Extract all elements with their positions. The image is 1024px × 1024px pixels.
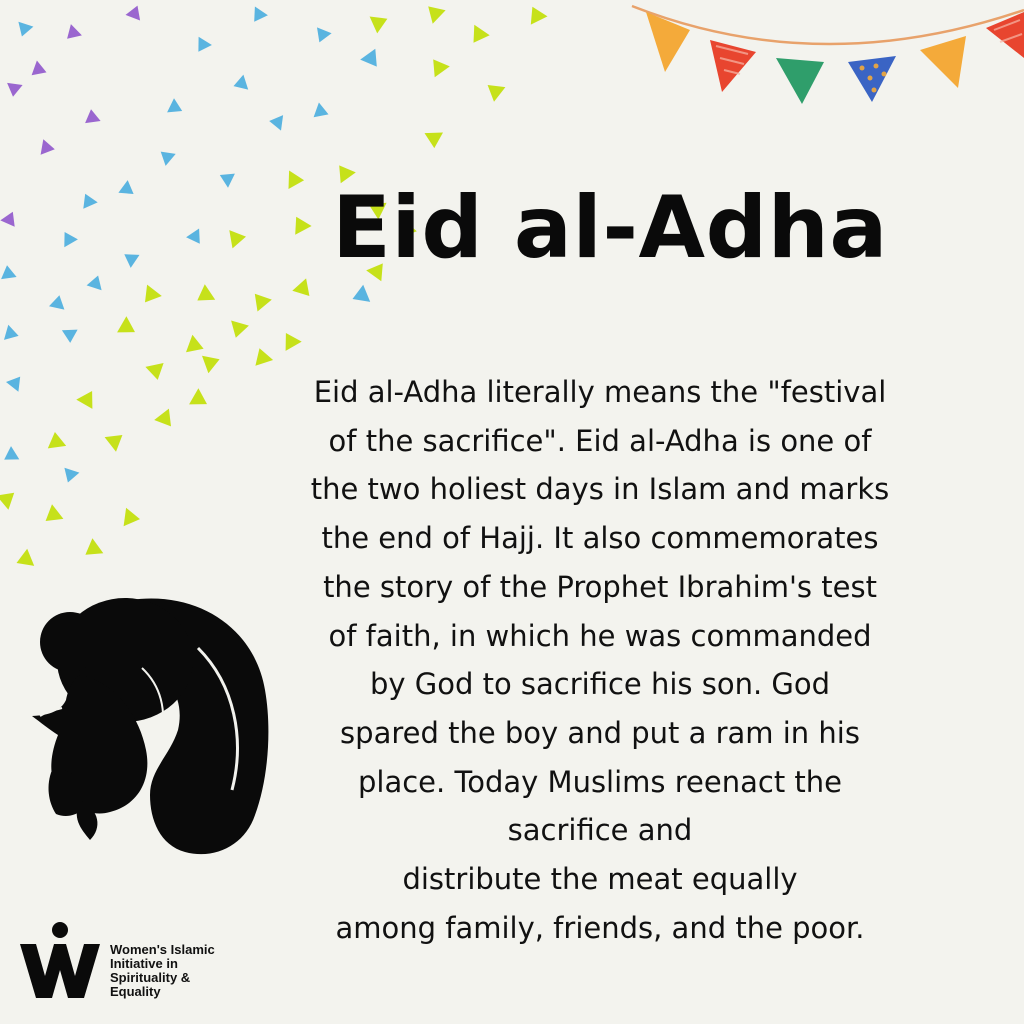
confetti-piece: [189, 388, 207, 404]
confetti-piece: [286, 333, 302, 351]
description-text: [262, 368, 938, 952]
confetti-piece: [64, 232, 78, 247]
confetti-piece: [425, 133, 444, 149]
confetti-piece: [62, 330, 78, 343]
confetti-piece: [124, 508, 140, 526]
wise-logo-icon: [18, 918, 102, 1002]
confetti-piece: [255, 294, 272, 312]
description-line: Eid al-Adha literally means the "festival: [313, 375, 887, 409]
description-line: spared the boy and put a ram in his: [340, 715, 860, 750]
confetti-piece: [220, 174, 235, 188]
bunting-flag: [710, 40, 756, 92]
confetti-piece: [0, 493, 14, 510]
confetti-piece: [353, 285, 371, 302]
confetti-piece: [48, 432, 66, 448]
confetti-piece: [197, 284, 215, 300]
description-line: of faith, in which he was commanded: [328, 618, 872, 653]
ram-head-icon: [10, 590, 280, 860]
description-line: sacrifice and: [507, 813, 693, 848]
description-line: the story of the Prophet Ibrahim's test: [323, 569, 877, 604]
bunting-flag: [776, 58, 824, 104]
description-line: among family, friends, and the poor.: [335, 910, 865, 945]
confetti-piece: [87, 276, 102, 291]
description-line: the end of Hajj. It also commemorates: [321, 521, 879, 556]
confetti-piece: [124, 254, 139, 268]
organization-name-line: Equality: [110, 984, 161, 999]
confetti-piece: [6, 377, 20, 392]
confetti-piece: [186, 335, 204, 353]
confetti-piece: [292, 278, 309, 296]
confetti-piece: [1, 265, 17, 279]
bunting-flag: [646, 12, 690, 72]
confetti-piece: [17, 549, 35, 566]
confetti-piece: [49, 295, 64, 309]
organization-name-line: Initiative in: [110, 956, 178, 971]
description-line: of the sacrifice". Eid al-Adha is one of: [328, 423, 872, 458]
page-title: Eid al-Adha: [332, 178, 888, 278]
confetti-piece: [117, 316, 135, 332]
confetti-piece: [255, 348, 273, 365]
confetti-piece: [41, 139, 55, 155]
organization-name-line: Women's Islamic: [110, 942, 215, 957]
organization-name-line: Spirituality &: [110, 970, 191, 985]
confetti-piece: [118, 180, 133, 194]
bunting-decoration: [0, 0, 1024, 130]
confetti-piece: [85, 538, 103, 555]
confetti-piece: [202, 356, 220, 374]
confetti-piece: [76, 391, 92, 409]
confetti-piece: [0, 212, 14, 227]
organization-name: [110, 943, 250, 999]
confetti-piece: [231, 321, 249, 338]
confetti-piece: [46, 504, 64, 521]
confetti-piece: [154, 409, 171, 427]
confetti-piece: [64, 468, 79, 483]
description-line: distribute the meat equally: [402, 862, 798, 897]
confetti-piece: [186, 229, 200, 244]
confetti-piece: [145, 363, 163, 380]
confetti-piece: [4, 446, 19, 460]
bunting-flag: [920, 36, 966, 88]
confetti-piece: [105, 435, 123, 452]
confetti-piece: [145, 285, 162, 303]
confetti-piece: [4, 325, 19, 340]
description-line: the two holiest days in Islam and marks: [310, 472, 890, 507]
confetti-piece: [161, 152, 176, 166]
confetti-piece: [229, 230, 246, 248]
confetti-piece: [83, 194, 97, 209]
description-line: place. Today Muslims reenact the: [358, 764, 842, 799]
description-line: by God to sacrifice his son. God: [369, 667, 831, 702]
